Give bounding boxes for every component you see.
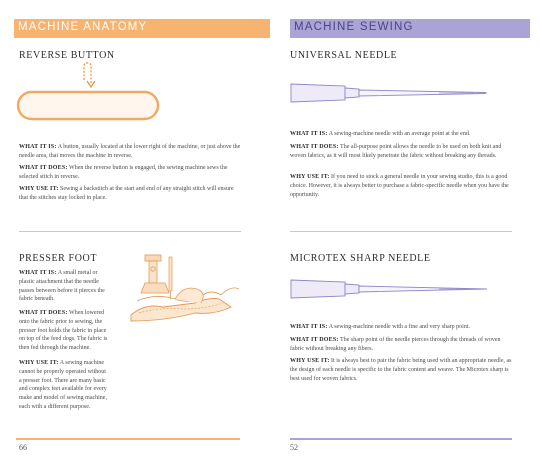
reverse-what-it-does: WHAT IT DOES: When the reverse button is engaged, the sewing machine sews the selected stitch in reverse. bbox=[19, 165, 228, 180]
section-band-sewing bbox=[290, 19, 530, 38]
universal-needle-heading: UNIVERSAL NEEDLE bbox=[290, 50, 398, 61]
microtex-needle-illustration bbox=[289, 278, 494, 300]
reverse-why-use-it: WHY USE IT: Sewing a backstitch at the start and end of any straight stitch will ensure that the stitches stay locked in place. bbox=[19, 186, 234, 201]
reverse-button-illustration bbox=[16, 62, 161, 124]
section-divider bbox=[19, 231, 241, 232]
presser-what-it-is: WHAT IT IS: A small metal or plastic attachment that the needle passes between before it pierces the fabric beneath. bbox=[19, 270, 105, 303]
universal-what-it-does: WHAT IT DOES: The all-purpose point allows the needle to be used on both knit and woven fabrics, as it will most likely penetrate the fabric without breaking any threads. bbox=[290, 144, 502, 159]
microtex-what-it-does: WHAT IT DOES: The sharp point of the needle pierces through the threads of woven fabric without breaking any fibers. bbox=[290, 337, 501, 352]
reverse-button-heading: REVERSE BUTTON bbox=[19, 50, 115, 61]
section-title-anatomy: MACHINE ANATOMY bbox=[18, 21, 148, 33]
section-divider bbox=[290, 231, 512, 232]
reverse-what-it-is: WHAT IT IS: A button, usually located at the lower right of the machine, or just above the needle area, that moves the machine in reverse. bbox=[19, 144, 241, 159]
microtex-what-it-is: WHAT IT IS: A sewing-machine needle with a fine and very sharp point. bbox=[290, 324, 471, 330]
reverse-arrow-icon bbox=[84, 63, 95, 87]
universal-why-use-it: WHY USE IT: If you need to stock a general needle in your sewing studio, this is a good choice. However, it is always better to purchase a fabric-specific needle when you have the opportunity. bbox=[290, 174, 509, 198]
presser-foot-heading: PRESSER FOOT bbox=[19, 253, 98, 264]
microtex-why-use-it: WHY USE IT: It is always best to pair the fabric being used with an appropriate needle, as the design of each needle is specific to the fabric content and weave. The Microtex sharp is best used for woven fabrics. bbox=[290, 358, 512, 382]
footer-rule-left bbox=[16, 438, 240, 440]
page-number-left: 66 bbox=[19, 443, 27, 452]
right-page bbox=[270, 0, 540, 465]
presser-why-use-it: WHY USE IT: A sewing machine cannot be properly operated without a presser foot. There are many basic and complex feet available for every make and model of sewing machine, each with a different purpose. bbox=[19, 360, 107, 410]
presser-foot-illustration bbox=[135, 255, 245, 327]
section-title-sewing: MACHINE SEWING bbox=[294, 21, 414, 33]
universal-what-it-is: WHAT IT IS: A sewing-machine needle with an average point at the end. bbox=[290, 131, 471, 137]
section-band-anatomy bbox=[14, 19, 270, 38]
presser-what-it-does: WHAT IT DOES: When lowered onto the fabric prior to sewing, the presser foot holds the fabric in place on top of the feed dogs. The fabric is then fed through the machine. bbox=[19, 310, 108, 352]
universal-needle-illustration bbox=[289, 82, 494, 104]
page-number-right: 52 bbox=[290, 443, 298, 452]
reverse-button-pill bbox=[18, 92, 158, 119]
microtex-needle-heading: MICROTEX SHARP NEEDLE bbox=[290, 253, 431, 264]
footer-rule-right bbox=[290, 438, 512, 440]
